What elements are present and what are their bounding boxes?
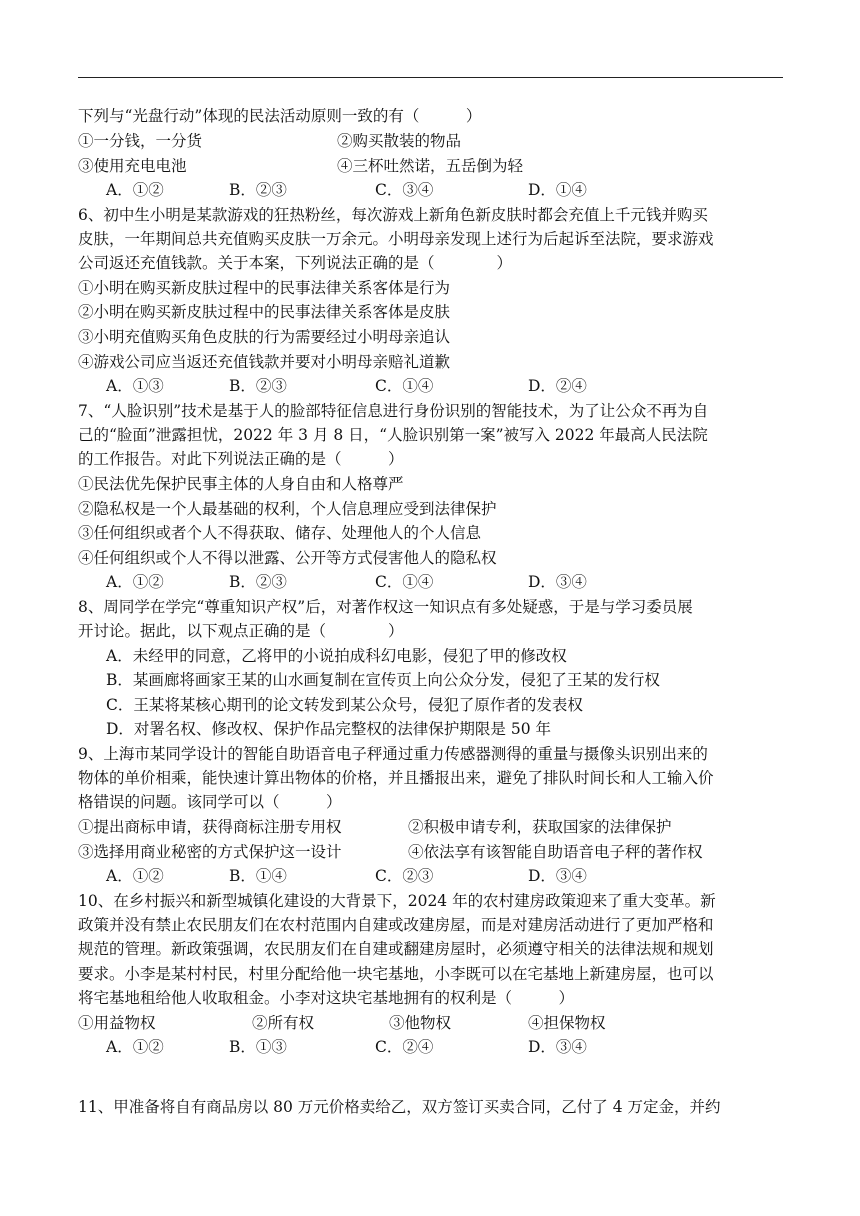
q8-option-d[interactable]: D．对署名权、修改权、保护作品完整权的法律保护期限是 50 年 xyxy=(106,720,552,738)
q5-stem: 下列与“光盘行动”体现的民法活动原则一致的有（ ） xyxy=(78,107,482,125)
q10-option-d[interactable]: D．③④ xyxy=(528,1038,587,1056)
q7-option-d[interactable]: D．③④ xyxy=(528,573,587,591)
header-rule xyxy=(78,77,783,78)
q10-option-a[interactable]: A．①② xyxy=(106,1038,164,1056)
q9-option-a[interactable]: A．①② xyxy=(106,867,164,885)
q7-line-1: 7、“人脸识别”技术是基于人的脸部特征信息进行身份识别的智能技术，为了让公众不再为自 xyxy=(78,402,709,420)
q7-statement-1: ①民法优先保护民事主体的人身自由和人格尊严 xyxy=(78,475,404,493)
q10-statement-3: ③他物权 xyxy=(389,1014,452,1032)
q6-statement-1: ①小明在购买新皮肤过程中的民事法律关系客体是行为 xyxy=(78,279,451,297)
q6-line-2: 皮肤，一年期间总共充值购买皮肤一万余元。小明母亲发现上述行为后起诉至法院，要求游戏 xyxy=(78,230,714,248)
q9-line-1: 9、上海市某同学设计的智能自助语音电子秤通过重力传感器测得的重量与摄像头识别出来的 xyxy=(78,745,708,763)
q6-option-c[interactable]: C．①④ xyxy=(375,377,434,395)
q9-option-c[interactable]: C．②③ xyxy=(375,867,434,885)
q5-statement-4: ④三杯吐然诺，五岳倒为轻 xyxy=(337,157,524,175)
q7-line-2: 己的“脸面”泄露担忧，2022 年 3 月 8 日，“人脸识别第一案”被写入 2022 年最高人民法院 xyxy=(78,426,708,444)
q9-option-d[interactable]: D．③④ xyxy=(528,867,587,885)
q5-option-d[interactable]: D．①④ xyxy=(528,181,587,199)
q10-line-2: 政策并没有禁止农民朋友们在农村范围内自建或改建房屋，而是对建房活动进行了更加严格和 xyxy=(78,916,714,934)
q8-line-1: 8、周同学在学完“尊重知识产权”后，对著作权这一知识点有多处疑惑，于是与学习委员展 xyxy=(78,598,693,616)
q9-option-b[interactable]: B．①④ xyxy=(229,867,287,885)
q5-option-c[interactable]: C．③④ xyxy=(375,181,434,199)
q9-statement-2: ②积极申请专利，获取国家的法律保护 xyxy=(408,818,672,836)
q6-option-b[interactable]: B．②③ xyxy=(229,377,287,395)
q5-statement-2: ②购买散装的物品 xyxy=(337,132,462,150)
q7-line-3: 的工作报告。对此下列说法正确的是（ ） xyxy=(78,450,404,468)
q7-statement-3: ③任何组织或者个人不得获取、储存、处理他人的个人信息 xyxy=(78,524,482,542)
q10-statement-4: ④担保物权 xyxy=(528,1014,606,1032)
q8-line-2: 开讨论。据此，以下观点正确的是（ ） xyxy=(78,622,404,640)
q8-option-c[interactable]: C．王某将某核心期刊的论文转发到某公众号，侵犯了原作者的发表权 xyxy=(106,696,583,714)
q11-line-1: 11、甲准备将自有商品房以 80 万元价格卖给乙，双方签订买卖合同，乙付了 4 万定金，并约 xyxy=(78,1098,721,1116)
q6-statement-4: ④游戏公司应当返还充值钱款并要对小明母亲赔礼道歉 xyxy=(78,353,451,371)
q10-line-5: 将宅基地租给他人收取租金。小李对这块宅基地拥有的权利是（ ） xyxy=(78,989,575,1007)
q10-option-b[interactable]: B．①③ xyxy=(229,1038,287,1056)
q6-option-d[interactable]: D．②④ xyxy=(528,377,587,395)
q10-line-3: 规范的管理。新政策强调，农民朋友们在自建或翻建房屋时，必须遵守相关的法律法规和规划 xyxy=(78,940,714,958)
q9-statement-3: ③选择用商业秘密的方式保护这一设计 xyxy=(78,843,342,861)
q8-option-a[interactable]: A．未经甲的同意，乙将甲的小说拍成科幻电影，侵犯了甲的修改权 xyxy=(106,647,567,665)
q7-statement-2: ②隐私权是一个人最基础的权利，个人信息理应受到法律保护 xyxy=(78,500,497,518)
q8-option-b[interactable]: B．某画廊将画家王某的山水画复制在宣传页上向公众分发，侵犯了王某的发行权 xyxy=(106,671,660,689)
q5-option-a[interactable]: A．①② xyxy=(106,181,164,199)
q10-line-4: 要求。小李是某村村民，村里分配给他一块宅基地，小李既可以在宅基地上新建房屋，也可以 xyxy=(78,965,714,983)
q7-option-a[interactable]: A．①② xyxy=(106,573,164,591)
q9-statement-4: ④依法享有该智能自助语音电子秤的著作权 xyxy=(408,843,703,861)
q7-statement-4: ④任何组织或个人不得以泄露、公开等方式侵害他人的隐私权 xyxy=(78,549,497,567)
q9-line-2: 物体的单价相乘，能快速计算出物体的价格，并且播报出来，避免了排队时间长和人工输入价 xyxy=(78,769,714,787)
q6-statement-3: ③小明充值购买角色皮肤的行为需要经过小明母亲追认 xyxy=(78,328,451,346)
q10-statement-1: ①用益物权 xyxy=(78,1014,156,1032)
q6-statement-2: ②小明在购买新皮肤过程中的民事法律关系客体是皮肤 xyxy=(78,303,451,321)
q5-option-b[interactable]: B．②③ xyxy=(229,181,287,199)
q9-line-3: 格错误的问题。该同学可以（ ） xyxy=(78,793,342,811)
q6-option-a[interactable]: A．①③ xyxy=(106,377,164,395)
q10-option-c[interactable]: C．②④ xyxy=(375,1038,434,1056)
q5-statement-3: ③使用充电电池 xyxy=(78,157,187,175)
q7-option-b[interactable]: B．②③ xyxy=(229,573,287,591)
q6-line-1: 6、初中生小明是某款游戏的狂热粉丝，每次游戏上新角色新皮肤时都会充值上千元钱并购买 xyxy=(78,206,708,224)
q9-statement-1: ①提出商标申请，获得商标注册专用权 xyxy=(78,818,342,836)
q7-option-c[interactable]: C．①④ xyxy=(375,573,434,591)
q10-line-1: 10、在乡村振兴和新型城镇化建设的大背景下，2024 年的农村建房政策迎来了重大变革。新 xyxy=(78,892,716,910)
q5-statement-1: ①一分钱，一分货 xyxy=(78,132,203,150)
q6-line-3: 公司返还充值钱款。关于本案，下列说法正确的是（ ） xyxy=(78,254,513,272)
q10-statement-2: ②所有权 xyxy=(252,1014,315,1032)
